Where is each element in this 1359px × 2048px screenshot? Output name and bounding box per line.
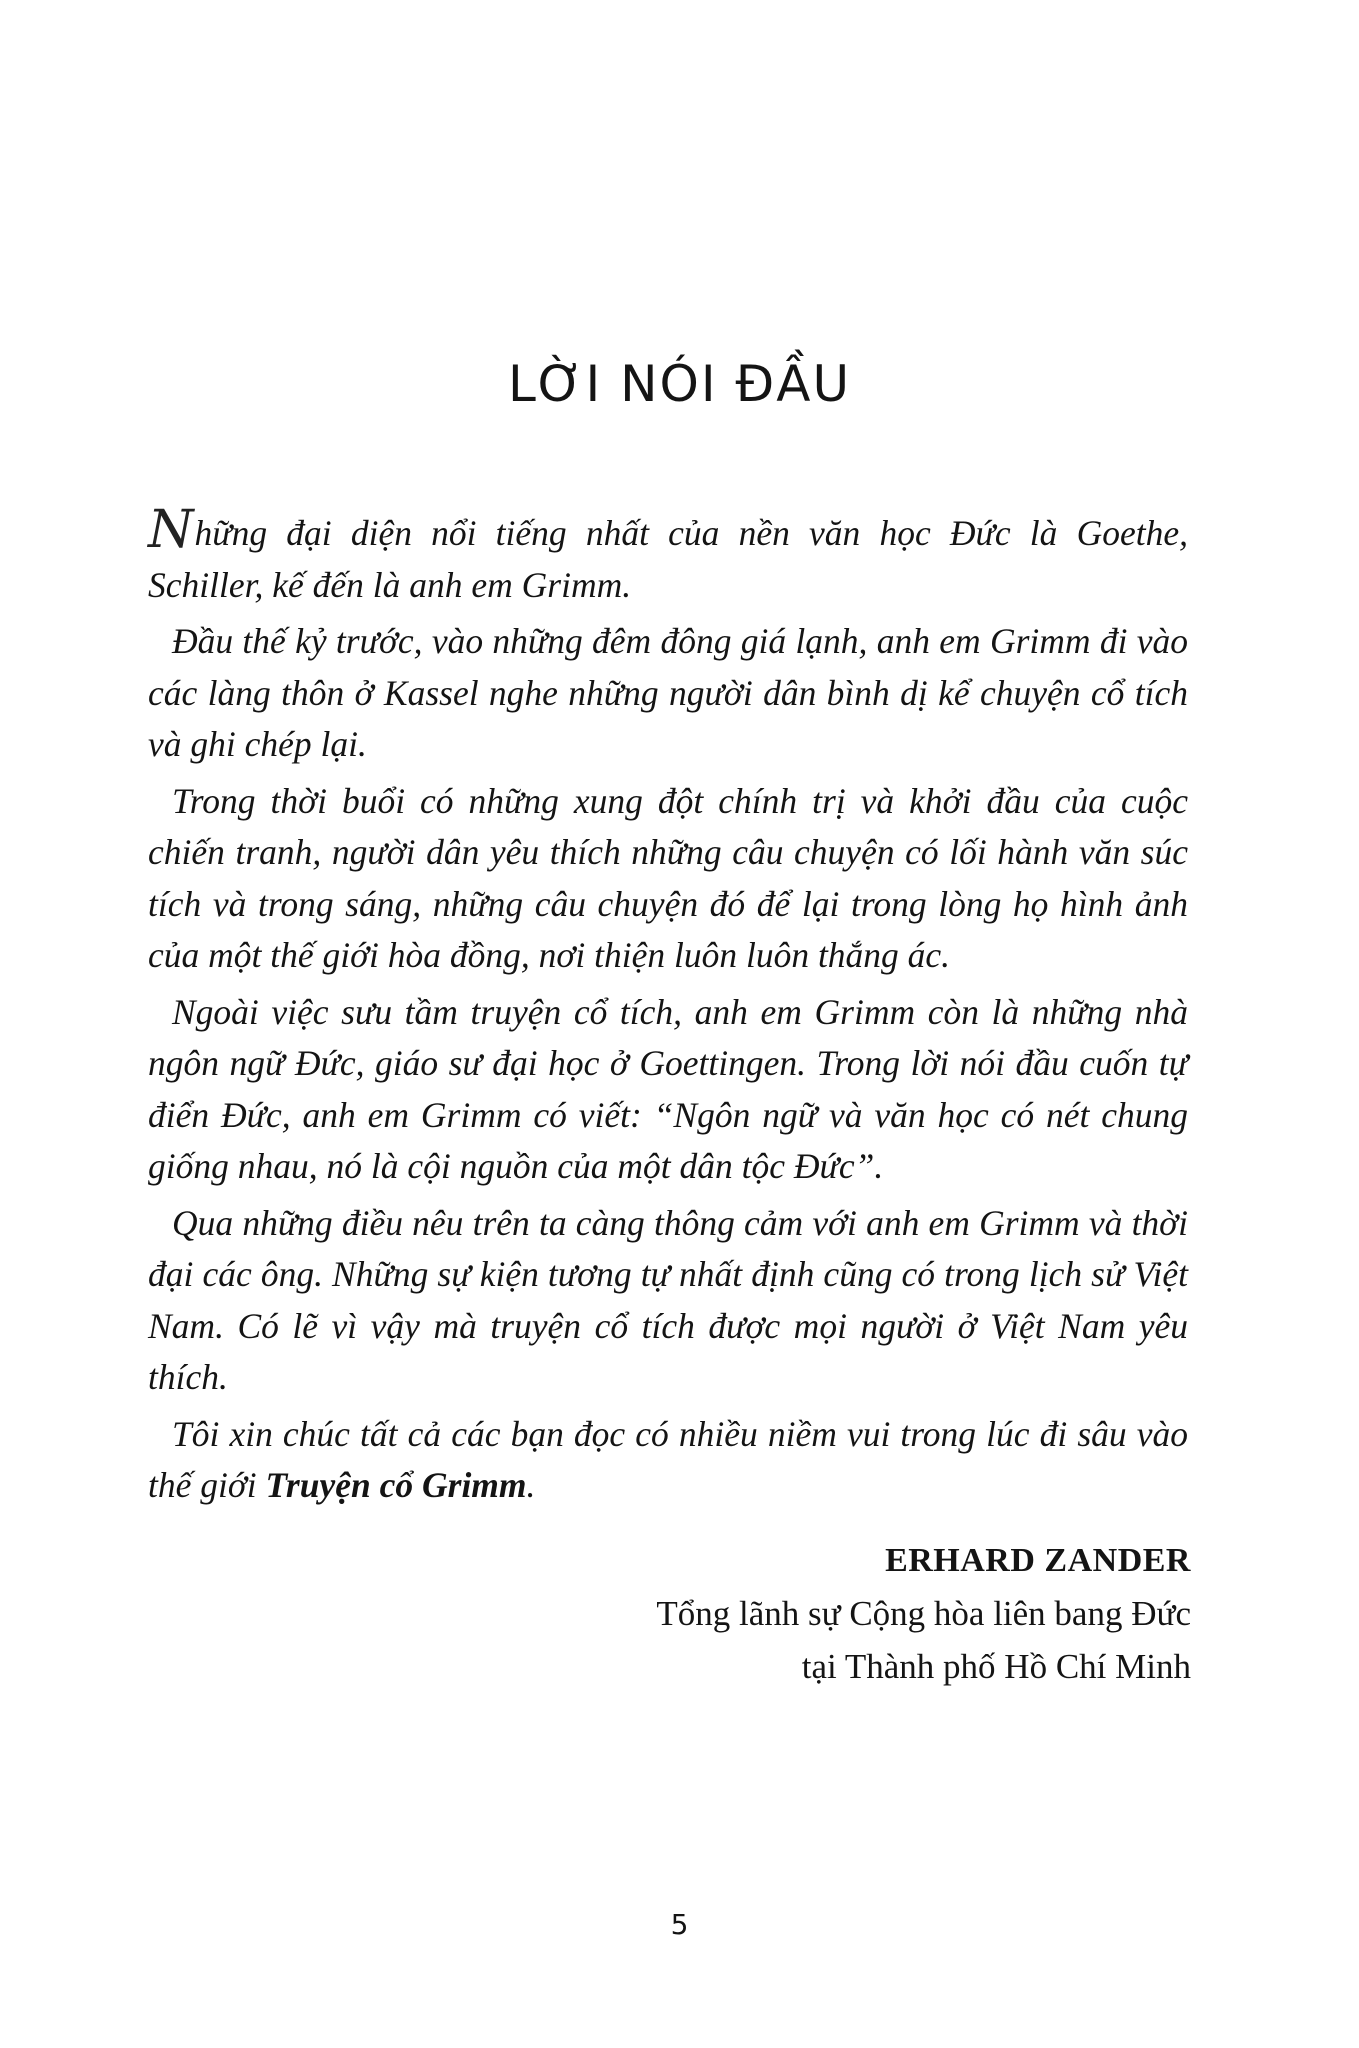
signature-block [656,1535,1191,1693]
paragraph-4: Ngoài việc sưu tầm truyện cổ tích, anh em Grimm còn là những nhà ngôn ngữ Đức, giáo sư đại học ở Goettingen. Trong lời nói đầu cuốn tự điển Đức, anh em Grimm có viết: “Ngôn ngữ và văn học có nét chung giống nhau, nó là cội nguồn của một dân tộc Đức”. [148,991,1188,1186]
paragraph-6 [148,1409,1188,1512]
signature-role-line-1: Tổng lãnh sự Cộng hòa liên bang Đức [656,1594,1191,1633]
page-title: LỜI NÓI ĐẦU [507,355,852,413]
paragraph-2: Đầu thế kỷ trước, vào những đêm đông giá lạnh, anh em Grimm đi vào các làng thôn ở Kassel nghe những người dân bình dị kể chuyện cổ tích và ghi chép lại. [148,621,1188,764]
signature-role-line-2: tại Thành phố Hồ Chí Minh [801,1647,1191,1686]
page-number: 5 [670,1908,689,1941]
signature-name: ERHARD ZANDER [885,1542,1191,1579]
paragraph-3: Trong thời buổi có những xung đột chính trị và khởi đầu của cuộc chiến tranh, người dân yêu thích những câu chuyện có lối hành văn súc tích và trong sáng, những câu chuyện đó để lại trong lòng họ hình ảnh của một thế giới hòa đồng, nơi thiện luôn luôn thắng ác. [148,780,1188,975]
drop-cap: N [148,500,194,560]
paragraph-1 [148,500,1188,611]
paragraph-5: Qua những điều nêu trên ta càng thông cảm với anh em Grimm và thời đại các ông. Những sự kiện tương tự nhất định cũng có trong lịch sử Việt Nam. Có lẽ vì vậy mà truyện cổ tích được mọi người ở Việt Nam yêu thích. [148,1202,1188,1397]
paragraph-1-text: hững đại diện nổi tiếng nhất của nền văn học Đức là Goethe, Schiller, kế đến là anh em Grimm. [148,513,1188,605]
paragraph-6-end: . [526,1465,536,1505]
paragraph-6-text: Tôi xin chúc tất cả các bạn đọc có nhiều niềm vui trong lúc đi sâu vào thế giới [148,1413,1188,1505]
book-title-emphasis: Truyện cổ Grimm [265,1465,527,1505]
preface-body [148,500,1188,1517]
